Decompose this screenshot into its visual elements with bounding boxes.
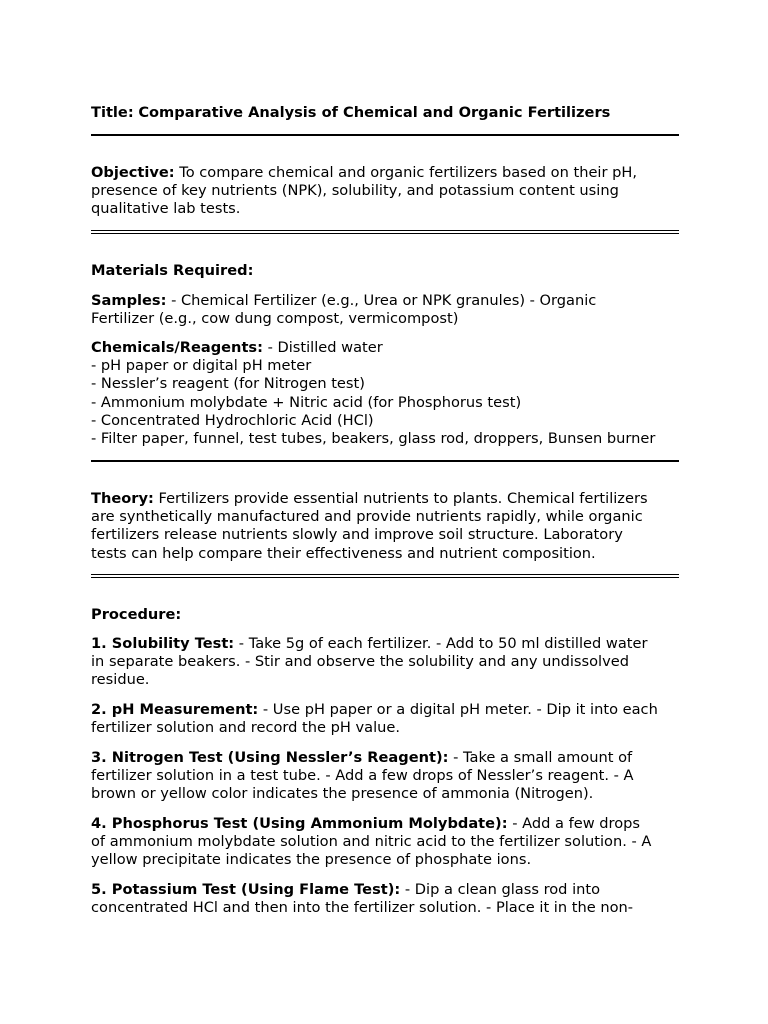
theory-text: Fertilizers provide essential nutrients to plants. Chemical fertilizers bbox=[153, 490, 648, 507]
procedure-step-3 bbox=[91, 749, 681, 804]
chemicals-label: Chemicals/Reagents: bbox=[91, 339, 263, 356]
theory-divider bbox=[91, 574, 679, 578]
procedure-step-2 bbox=[91, 701, 681, 737]
materials-heading-text: Materials Required: bbox=[91, 262, 254, 279]
step-text: - Add a few drops bbox=[507, 815, 641, 832]
chemicals-item: - Concentrated Hydrochloric Acid (HCl) bbox=[91, 411, 374, 429]
objective-label: Objective: bbox=[91, 164, 175, 181]
step-text: - Take a small amount of bbox=[448, 749, 633, 766]
samples-paragraph bbox=[91, 292, 681, 328]
chemicals-first-item: - Distilled water bbox=[262, 339, 383, 356]
step-text: fertilizer solution and record the pH value. bbox=[91, 719, 401, 737]
objective-paragraph bbox=[91, 164, 681, 219]
step-text: concentrated HCl and then into the fertilizer solution. - Place it in the non- bbox=[91, 899, 634, 917]
samples-text: Fertilizer (e.g., cow dung compost, vermicompost) bbox=[91, 310, 459, 328]
procedure-heading bbox=[91, 606, 681, 624]
step-text: - Dip a clean glass rod into bbox=[400, 881, 601, 898]
procedure-step-5 bbox=[91, 881, 681, 917]
title-label: Title: bbox=[91, 104, 134, 121]
samples-label: Samples: bbox=[91, 292, 167, 309]
step-text: fertilizer solution in a test tube. - Add a few drops of Nessler’s reagent. - A bbox=[91, 767, 634, 785]
document-title: Comparative Analysis of Chemical and Organic Fertilizers bbox=[138, 104, 611, 121]
materials-heading bbox=[91, 262, 681, 280]
step-label: 2. pH Measurement: bbox=[91, 701, 259, 718]
procedure-step-4 bbox=[91, 815, 681, 870]
theory-text: are synthetically manufactured and provide nutrients rapidly, while organic bbox=[91, 508, 643, 526]
theory-text: fertilizers release nutrients slowly and improve soil structure. Laboratory bbox=[91, 526, 623, 544]
step-label: 3. Nitrogen Test (Using Nessler’s Reagent): bbox=[91, 749, 449, 766]
step-label: 4. Phosphorus Test (Using Ammonium Molybdate): bbox=[91, 815, 508, 832]
theory-label: Theory: bbox=[91, 490, 154, 507]
step-text: of ammonium molybdate solution and nitric acid to the fertilizer solution. - A bbox=[91, 833, 652, 851]
objective-text: To compare chemical and organic fertilizers based on their pH, bbox=[174, 164, 637, 181]
procedure-heading-text: Procedure: bbox=[91, 606, 182, 623]
objective-divider bbox=[91, 230, 679, 234]
title-line bbox=[91, 104, 681, 122]
step-label: 5. Potassium Test (Using Flame Test): bbox=[91, 881, 401, 898]
materials-divider bbox=[91, 460, 679, 462]
step-text: - Take 5g of each fertilizer. - Add to 50 ml distilled water bbox=[234, 635, 648, 652]
chemicals-item: - Ammonium molybdate + Nitric acid (for Phosphorus test) bbox=[91, 393, 522, 411]
chemicals-paragraph bbox=[91, 339, 681, 448]
samples-text: - Chemical Fertilizer (e.g., Urea or NPK granules) - Organic bbox=[166, 292, 597, 309]
chemicals-item: - Filter paper, funnel, test tubes, beakers, glass rod, droppers, Bunsen burner bbox=[91, 430, 656, 448]
title-divider bbox=[91, 134, 679, 136]
chemicals-item: - pH paper or digital pH meter bbox=[91, 357, 312, 375]
theory-paragraph bbox=[91, 490, 681, 563]
step-label: 1. Solubility Test: bbox=[91, 635, 235, 652]
chemicals-item: - Nessler’s reagent (for Nitrogen test) bbox=[91, 375, 365, 393]
theory-text: tests can help compare their effectiveness and nutrient composition. bbox=[91, 544, 596, 562]
step-text: in separate beakers. - Stir and observe the solubility and any undissolved bbox=[91, 653, 629, 671]
objective-text: presence of key nutrients (NPK), solubility, and potassium content using bbox=[91, 182, 619, 200]
step-text: - Use pH paper or a digital pH meter. - Dip it into each bbox=[258, 701, 658, 718]
step-text: residue. bbox=[91, 671, 150, 689]
procedure-step-1 bbox=[91, 635, 681, 690]
step-text: brown or yellow color indicates the presence of ammonia (Nitrogen). bbox=[91, 785, 594, 803]
objective-text: qualitative lab tests. bbox=[91, 200, 241, 218]
step-text: yellow precipitate indicates the presence of phosphate ions. bbox=[91, 851, 532, 869]
